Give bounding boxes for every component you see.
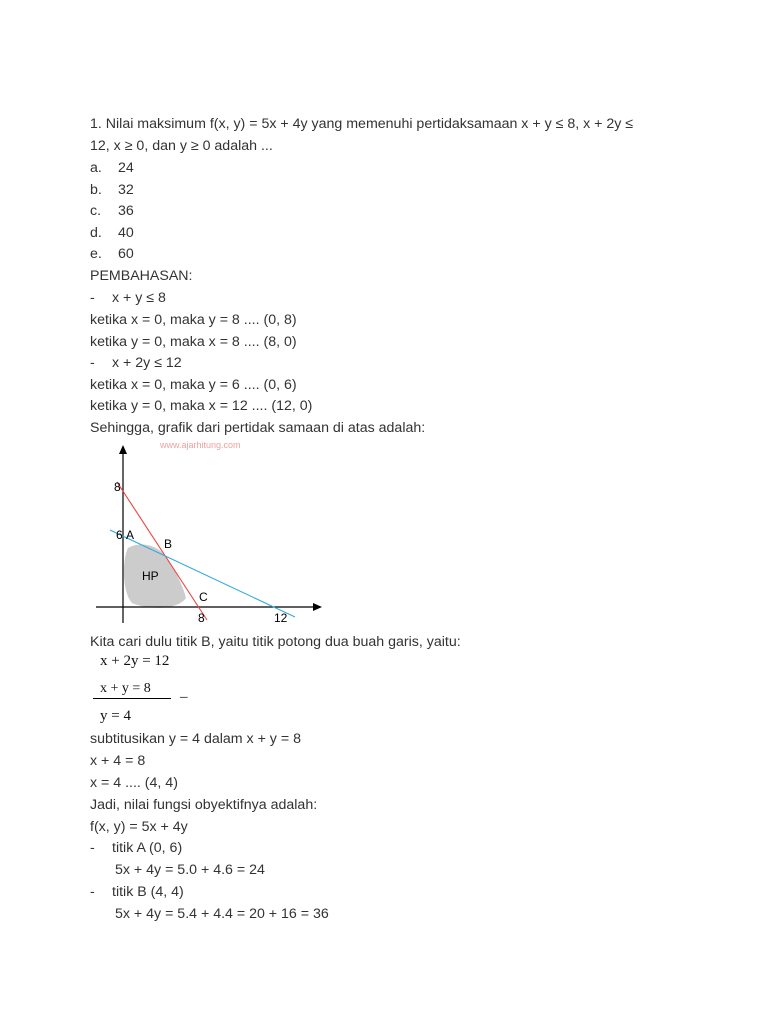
substitution-line: subtitusikan y = 4 dalam x + y = 8 [90, 731, 301, 747]
x-tick-8: 8 [198, 611, 205, 625]
point-a-item [90, 839, 183, 857]
substitution-line: x = 4 .... (4, 4) [90, 775, 178, 791]
point-a-calculation: 5x + 4y = 5.0 + 4.6 = 24 [115, 862, 265, 878]
x-tick-12: 12 [274, 611, 288, 625]
option-letter: c. [90, 203, 102, 219]
inequality-text: x + y ≤ 8 [112, 290, 166, 306]
substitution-line: x + 4 = 8 [90, 753, 146, 769]
option-letter: e. [90, 246, 102, 262]
question-line-1: 1. Nilai maksimum f(x, y) = 5x + 4y yang memenuhi pertidaksamaan x + y ≤ 8, x + 2y ≤ [90, 116, 634, 132]
point-a-label: A [126, 528, 135, 542]
graph-intro: Sehingga, grafik dari pertidak samaan di atas adalah: [90, 420, 426, 436]
option-value: 60 [118, 246, 134, 262]
elimination-result: y = 4 [100, 708, 131, 724]
y-tick-8: 8 [114, 480, 121, 494]
solution-heading: PEMBAHASAN: [90, 268, 193, 284]
inequality-text: x + 2y ≤ 12 [112, 355, 182, 371]
option-letter: d. [90, 225, 102, 241]
option-value: 24 [118, 160, 134, 176]
equation-2: x + y = 8 [100, 681, 151, 696]
subtract-sign: _ [180, 684, 188, 700]
option-value: 36 [118, 203, 134, 219]
region-label: HP [142, 569, 159, 583]
bullet: - [90, 884, 95, 900]
equation-1: x + 2y = 12 [100, 653, 170, 669]
point-label: titik B (4, 4) [112, 884, 184, 900]
bullet: - [90, 840, 95, 856]
y-tick-6: 6 [116, 528, 123, 542]
point-label: titik A (0, 6) [112, 840, 183, 856]
step-line: ketika x = 0, maka y = 6 .... (0, 6) [90, 377, 297, 393]
option-letter: a. [90, 160, 102, 176]
point-b-item [90, 883, 184, 901]
equation-divider [93, 698, 171, 699]
y-axis-arrow [119, 445, 127, 454]
elimination-intro: Kita cari dulu titik B, yaitu titik potong dua buah garis, yaitu: [90, 634, 461, 650]
option-letter: b. [90, 182, 102, 198]
objective-function: f(x, y) = 5x + 4y [90, 819, 188, 835]
option-value: 40 [118, 225, 134, 241]
point-b-calculation: 5x + 4y = 5.4 + 4.4 = 20 + 16 = 36 [115, 906, 329, 922]
question-line-2: 12, x ≥ 0, dan y ≥ 0 adalah ... [90, 138, 273, 154]
conclusion-line: Jadi, nilai fungsi obyektifnya adalah: [90, 797, 318, 813]
bullet: - [90, 355, 95, 371]
watermark: www.ajarhitung.com [160, 440, 241, 450]
point-c-label: C [199, 590, 208, 604]
step-line: ketika x = 0, maka y = 8 .... (0, 8) [90, 312, 297, 328]
step-line: ketika y = 0, maka x = 12 .... (12, 0) [90, 398, 313, 414]
option-value: 32 [118, 182, 134, 198]
x-axis-arrow [313, 603, 322, 611]
step-line: ketika y = 0, maka x = 8 .... (8, 0) [90, 334, 297, 350]
bullet: - [90, 290, 95, 306]
point-b-label: B [164, 537, 173, 551]
